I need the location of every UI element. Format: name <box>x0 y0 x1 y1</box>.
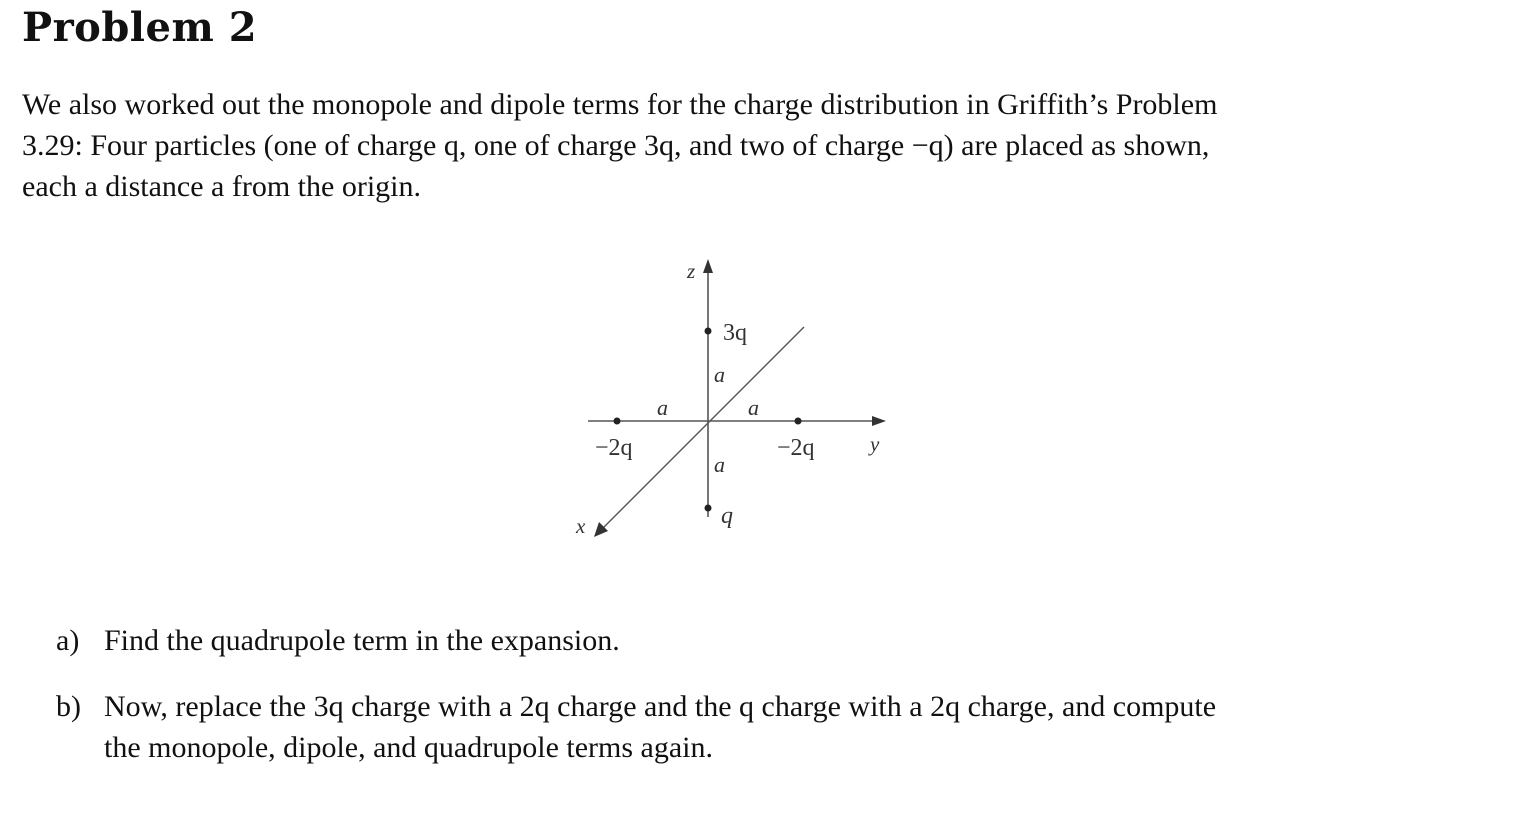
question-text <box>104 620 620 661</box>
question-marker: a) <box>56 624 80 657</box>
charge-left-dot <box>614 418 621 425</box>
question-marker: b) <box>56 690 81 723</box>
question-line: Find the quadrupole term in the expansion. <box>104 624 620 657</box>
distance-right-label: a <box>748 395 759 420</box>
question-item <box>56 620 1456 661</box>
x-axis-label: x <box>576 514 586 538</box>
question-line: Now, replace the 3q charge with a 2q charge and the q charge with a 2q charge, and compute <box>104 690 1217 723</box>
distance-left-label: a <box>657 395 668 420</box>
z-axis-label: z <box>687 259 696 283</box>
problem-title: Problem 2 <box>22 4 258 51</box>
distance-upper-label: a <box>714 362 725 387</box>
charge-right-dot <box>795 418 802 425</box>
charge-bottom-dot <box>705 505 712 512</box>
question-line: the monopole, dipole, and quadrupole terms again. <box>104 731 714 764</box>
problem-statement <box>22 84 1442 207</box>
charge-right-label: −2q <box>777 435 815 461</box>
charge-diagram <box>560 245 920 555</box>
distance-lower-label: a <box>714 452 725 477</box>
y-axis-arrowhead <box>872 416 886 426</box>
question-text <box>104 686 1216 768</box>
y-axis-label: y <box>870 432 880 456</box>
statement-line: each a distance a from the origin. <box>22 170 421 203</box>
question-item <box>56 686 1456 768</box>
charge-top-label: 3q <box>723 320 747 346</box>
charge-top-dot <box>705 328 712 335</box>
statement-line: 3.29: Four particles (one of charge q, one of charge 3q, and two of charge −q) are placed as shown, <box>22 129 1210 162</box>
charge-left-label: −2q <box>595 435 633 461</box>
charge-bottom-label: q <box>721 503 733 529</box>
statement-line: We also worked out the monopole and dipole terms for the charge distribution in Griffith’s Problem <box>22 88 1218 121</box>
charge-diagram-svg <box>560 245 920 555</box>
z-axis-arrowhead <box>703 259 713 273</box>
x-axis <box>602 327 804 529</box>
question-list <box>56 620 1456 793</box>
